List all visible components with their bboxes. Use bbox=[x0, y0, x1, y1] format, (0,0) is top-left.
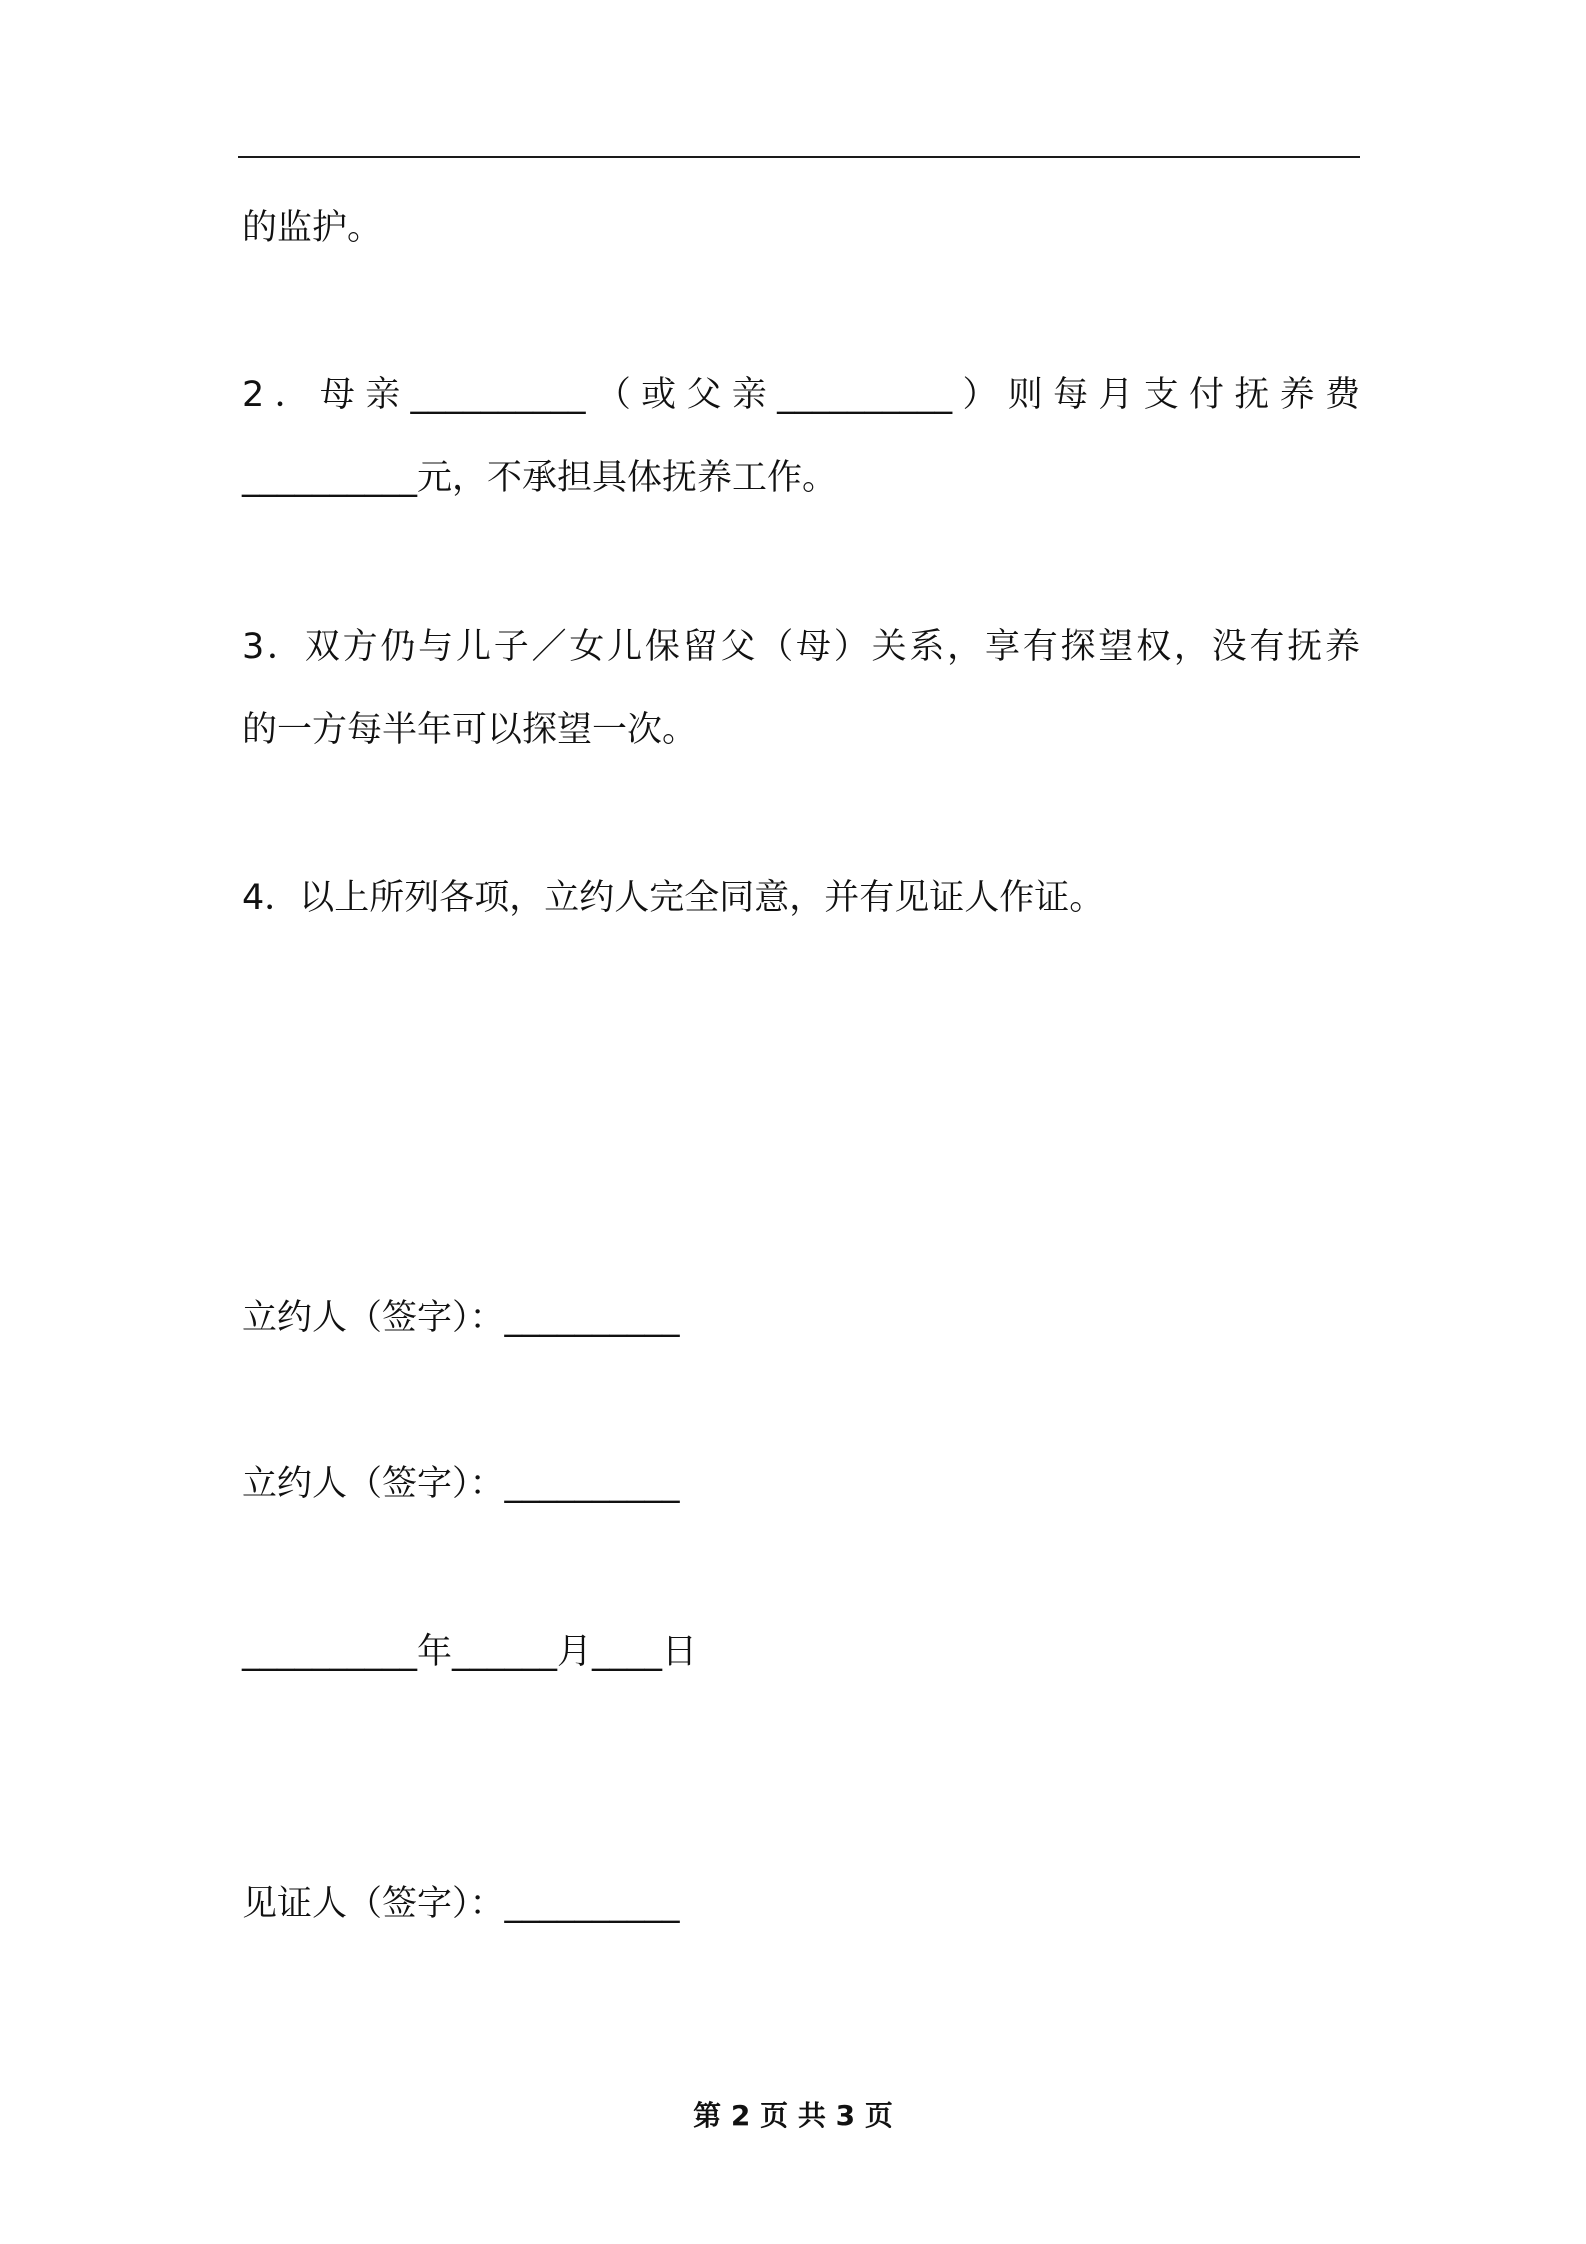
header-rule bbox=[238, 156, 1360, 158]
clause-2-line-1: 2．母亲__________（或父亲__________）则每月支付抚养费 bbox=[242, 375, 1360, 415]
party-1-signature: 立约人（签字）：__________ bbox=[242, 1298, 680, 1338]
clause-4-line-1: 4．以上所列各项，立约人完全同意，并有见证人作证。 bbox=[242, 878, 1105, 918]
continued-text: 的监护。 bbox=[242, 208, 383, 248]
witness-signature: 见证人（签字）：__________ bbox=[242, 1884, 680, 1924]
clause-2-line-2: __________元，不承担具体抚养工作。 bbox=[242, 458, 838, 498]
party-2-signature: 立约人（签字）：__________ bbox=[242, 1464, 680, 1504]
clause-3-line-1: 3．双方仍与儿子／女儿保留父（母）关系，享有探望权，没有抚养 bbox=[242, 627, 1360, 667]
date-line: __________年______月____日 bbox=[242, 1632, 698, 1672]
clause-3-line-2: 的一方每半年可以探望一次。 bbox=[242, 710, 698, 750]
page-footer: 第 2 页 共 3 页 bbox=[693, 2099, 893, 2132]
